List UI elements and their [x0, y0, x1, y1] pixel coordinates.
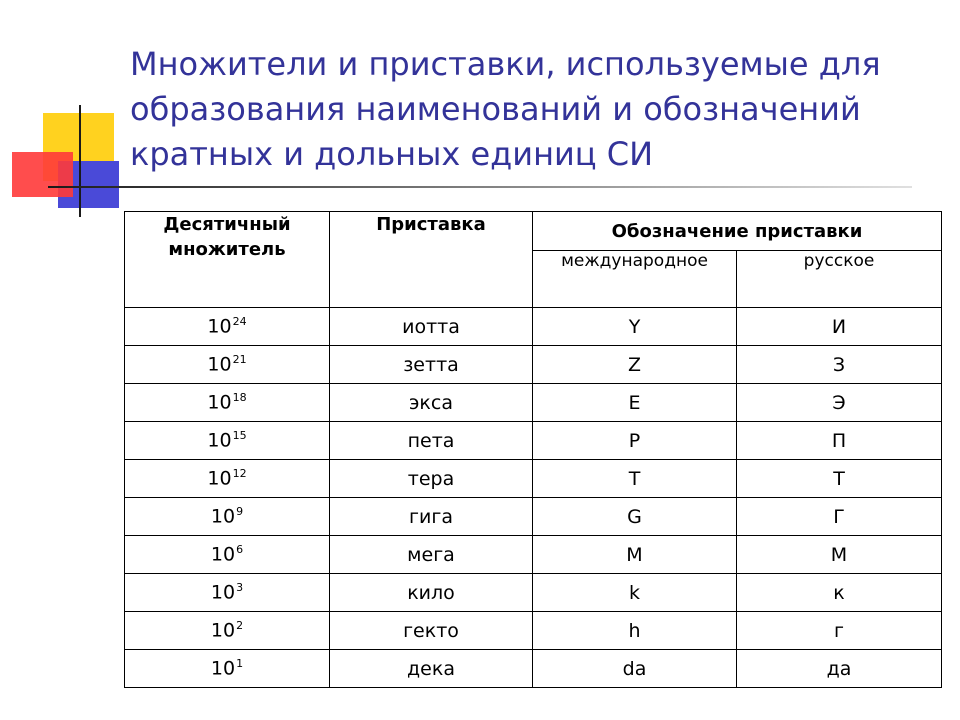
header-multiplier: Десятичный множитель — [125, 212, 330, 308]
cell-international: h — [533, 612, 737, 650]
multiplier-base: 10 — [207, 353, 232, 376]
cell-russian: Г — [737, 498, 942, 536]
multiplier-exponent: 9 — [236, 505, 244, 519]
table-row — [125, 498, 942, 536]
table-row — [125, 308, 942, 346]
header-prefix: Приставка — [330, 212, 533, 308]
cell-multiplier — [125, 384, 330, 422]
cell-international: da — [533, 650, 737, 688]
multiplier-exponent: 12 — [232, 467, 247, 481]
cell-prefix: гекто — [330, 612, 533, 650]
multiplier-base: 10 — [207, 429, 232, 452]
cell-prefix: тера — [330, 460, 533, 498]
multiplier-base: 10 — [210, 505, 236, 528]
cell-prefix: зетта — [330, 346, 533, 384]
cell-international: k — [533, 574, 737, 612]
cell-multiplier — [125, 498, 330, 536]
header-designation: Обозначение приставки — [533, 212, 942, 251]
cell-international: E — [533, 384, 737, 422]
table-row — [125, 612, 942, 650]
table-row — [125, 422, 942, 460]
multiplier-exponent: 3 — [236, 581, 244, 595]
cell-russian: П — [737, 422, 942, 460]
cell-international: P — [533, 422, 737, 460]
multiplier-exponent: 18 — [232, 391, 247, 405]
table-row — [125, 384, 942, 422]
table-row — [125, 574, 942, 612]
decor-red-square — [12, 152, 73, 197]
cell-russian: да — [737, 650, 942, 688]
table-row — [125, 346, 942, 384]
cell-prefix: гига — [330, 498, 533, 536]
header-russian: русское — [737, 251, 942, 308]
cell-international: Y — [533, 308, 737, 346]
decor-horizontal-line — [48, 186, 912, 188]
cell-russian: к — [737, 574, 942, 612]
cell-prefix: пета — [330, 422, 533, 460]
cell-international: G — [533, 498, 737, 536]
header-international: международное — [533, 251, 737, 308]
cell-prefix: мега — [330, 536, 533, 574]
cell-prefix: экса — [330, 384, 533, 422]
multiplier-base: 10 — [207, 391, 232, 414]
cell-multiplier — [125, 308, 330, 346]
table-row — [125, 536, 942, 574]
cell-multiplier — [125, 650, 330, 688]
cell-international: M — [533, 536, 737, 574]
multiplier-exponent: 24 — [232, 315, 247, 329]
cell-multiplier — [125, 346, 330, 384]
multiplier-exponent: 1 — [236, 657, 244, 671]
cell-multiplier — [125, 536, 330, 574]
table-header-row — [125, 212, 942, 251]
multiplier-exponent: 21 — [232, 353, 247, 367]
cell-prefix: иотта — [330, 308, 533, 346]
multiplier-base: 10 — [210, 581, 236, 604]
multiplier-exponent: 6 — [236, 543, 244, 557]
cell-multiplier — [125, 460, 330, 498]
multiplier-exponent: 2 — [236, 619, 244, 633]
cell-prefix: кило — [330, 574, 533, 612]
slide-title: Множители и приставки, используемые для образования наименований и обозначений кратных и дольных единиц СИ — [130, 45, 881, 173]
multiplier-base: 10 — [210, 657, 236, 680]
si-prefix-table — [124, 211, 942, 688]
cell-russian: М — [737, 536, 942, 574]
multiplier-base: 10 — [210, 543, 236, 566]
cell-multiplier — [125, 574, 330, 612]
multiplier-base: 10 — [210, 619, 236, 642]
multiplier-exponent: 15 — [232, 429, 247, 443]
table-body — [125, 212, 942, 688]
cell-international: T — [533, 460, 737, 498]
cell-russian: Э — [737, 384, 942, 422]
cell-russian: Т — [737, 460, 942, 498]
cell-international: Z — [533, 346, 737, 384]
table-row — [125, 460, 942, 498]
cell-multiplier — [125, 612, 330, 650]
multiplier-base: 10 — [207, 315, 232, 338]
cell-russian: И — [737, 308, 942, 346]
cell-multiplier — [125, 422, 330, 460]
multiplier-base: 10 — [207, 467, 232, 490]
cell-russian: З — [737, 346, 942, 384]
decor-vertical-line — [79, 105, 81, 217]
cell-russian: г — [737, 612, 942, 650]
table-row — [125, 650, 942, 688]
cell-prefix: дека — [330, 650, 533, 688]
